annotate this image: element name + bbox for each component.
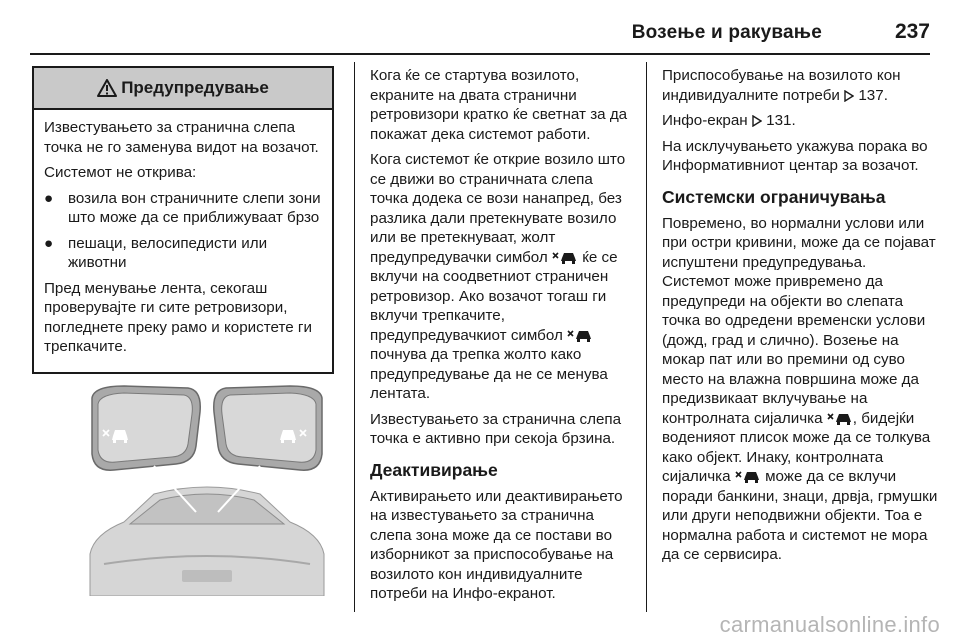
body-paragraph: Инфо-екран 131. xyxy=(662,112,796,129)
bullet-icon: ● xyxy=(44,189,54,207)
body-paragraph: Кога ќе се стартува возилото, екраните на двата странични ретровизори кратко ќе светнат за да покажат дека системот работи. xyxy=(370,67,628,143)
page-number: 237 xyxy=(894,20,930,43)
text-column-middle xyxy=(370,66,634,610)
list-item: ● пешаци, велосипедисти или животни xyxy=(44,234,268,271)
warning-paragraph: Системот не открива: xyxy=(44,164,197,181)
section-heading: Системски ограничувања xyxy=(662,186,886,207)
page-reference[interactable]: 137. xyxy=(858,86,888,104)
mirror-illustration xyxy=(84,384,330,596)
warning-triangle-icon xyxy=(97,79,117,97)
page-reference-arrow-icon xyxy=(752,115,762,127)
body-paragraph: Повремено, во нормални услови или при остри кривини, може да се појават испуштени предупредувања. Системот може привремено да предупреди на објекти во слепата точка во одредени временски услови (дожд, град и слично). Возење на мокар пат или во премини од суво место на влажна површина може да предизвикаат вклучување на контролната сијаличка , бидејќи воденияот плисок може да се толкува како објект. Инаку, контролната сијаличка може да се вклучи поради банкини, знаци, дрвја, грмушки или други неподвижни објекти. Тоа е нормална работа и системот не мора да се сервисира. xyxy=(662,214,938,563)
warning-header xyxy=(34,68,332,110)
blind-spot-car-icon xyxy=(827,412,853,425)
warning-body xyxy=(34,110,332,357)
blind-spot-car-icon xyxy=(735,470,761,483)
text-column-right xyxy=(662,66,938,571)
warning-box xyxy=(32,66,334,374)
warning-title: Предупредување xyxy=(121,78,269,97)
body-paragraph: Активирањето или деактивирањето на известувањето за странична слепа зона може да се постави во изборникот за приспособување на возилото кон индивидуалните потреби на Инфо-екранот. xyxy=(370,487,623,602)
header-rule xyxy=(30,53,930,55)
body-paragraph: На исклучувањето укажува порака во Информативниот центар за возачот. xyxy=(662,137,928,174)
column-divider-left xyxy=(354,62,355,612)
blind-spot-car-icon xyxy=(567,329,593,342)
blind-spot-car-icon xyxy=(552,251,578,264)
body-paragraph: Приспособување на возилото кон индивидуалните потреби 137. xyxy=(662,67,901,104)
watermark[interactable]: carmanualsonline.info xyxy=(719,612,940,637)
warning-paragraph: Пред менување лента, секогаш проверувајте ги сите ретровизори, погледнете преку рамо и користете ги трепкачите. xyxy=(44,279,312,355)
page-reference[interactable]: 131. xyxy=(766,112,796,129)
bullet-icon: ● xyxy=(44,234,54,252)
body-paragraph: Известувањето за странична слепа точка е активно при секоја брзина. xyxy=(370,410,622,447)
warning-paragraph: Известувањето за странична слепа точка не го заменува видот на возачот. xyxy=(44,119,319,156)
section-heading: Деактивирање xyxy=(370,459,498,480)
column-divider-right xyxy=(646,62,647,612)
page-reference-arrow-icon xyxy=(844,90,854,102)
body-paragraph: Кога системот ќе открие возило што се движи во страничната слепа точка додека се вози нанапред, без разлика дали претекнувате возило или ве претекнуваат, жолт предупредувачки симбол ќе се вклучи на соодветниот страничен ретровизор. Ако возачот тогаш ги вклучи трепкачите, предупредувачкиот симбол почнува да трепка жолто како предупредување да не се менува лентата. xyxy=(370,151,626,402)
running-header: Возење и ракување xyxy=(631,22,822,43)
list-item: ● возила вон страничните слепи зони што може да се приближуваат брзо xyxy=(44,189,321,226)
